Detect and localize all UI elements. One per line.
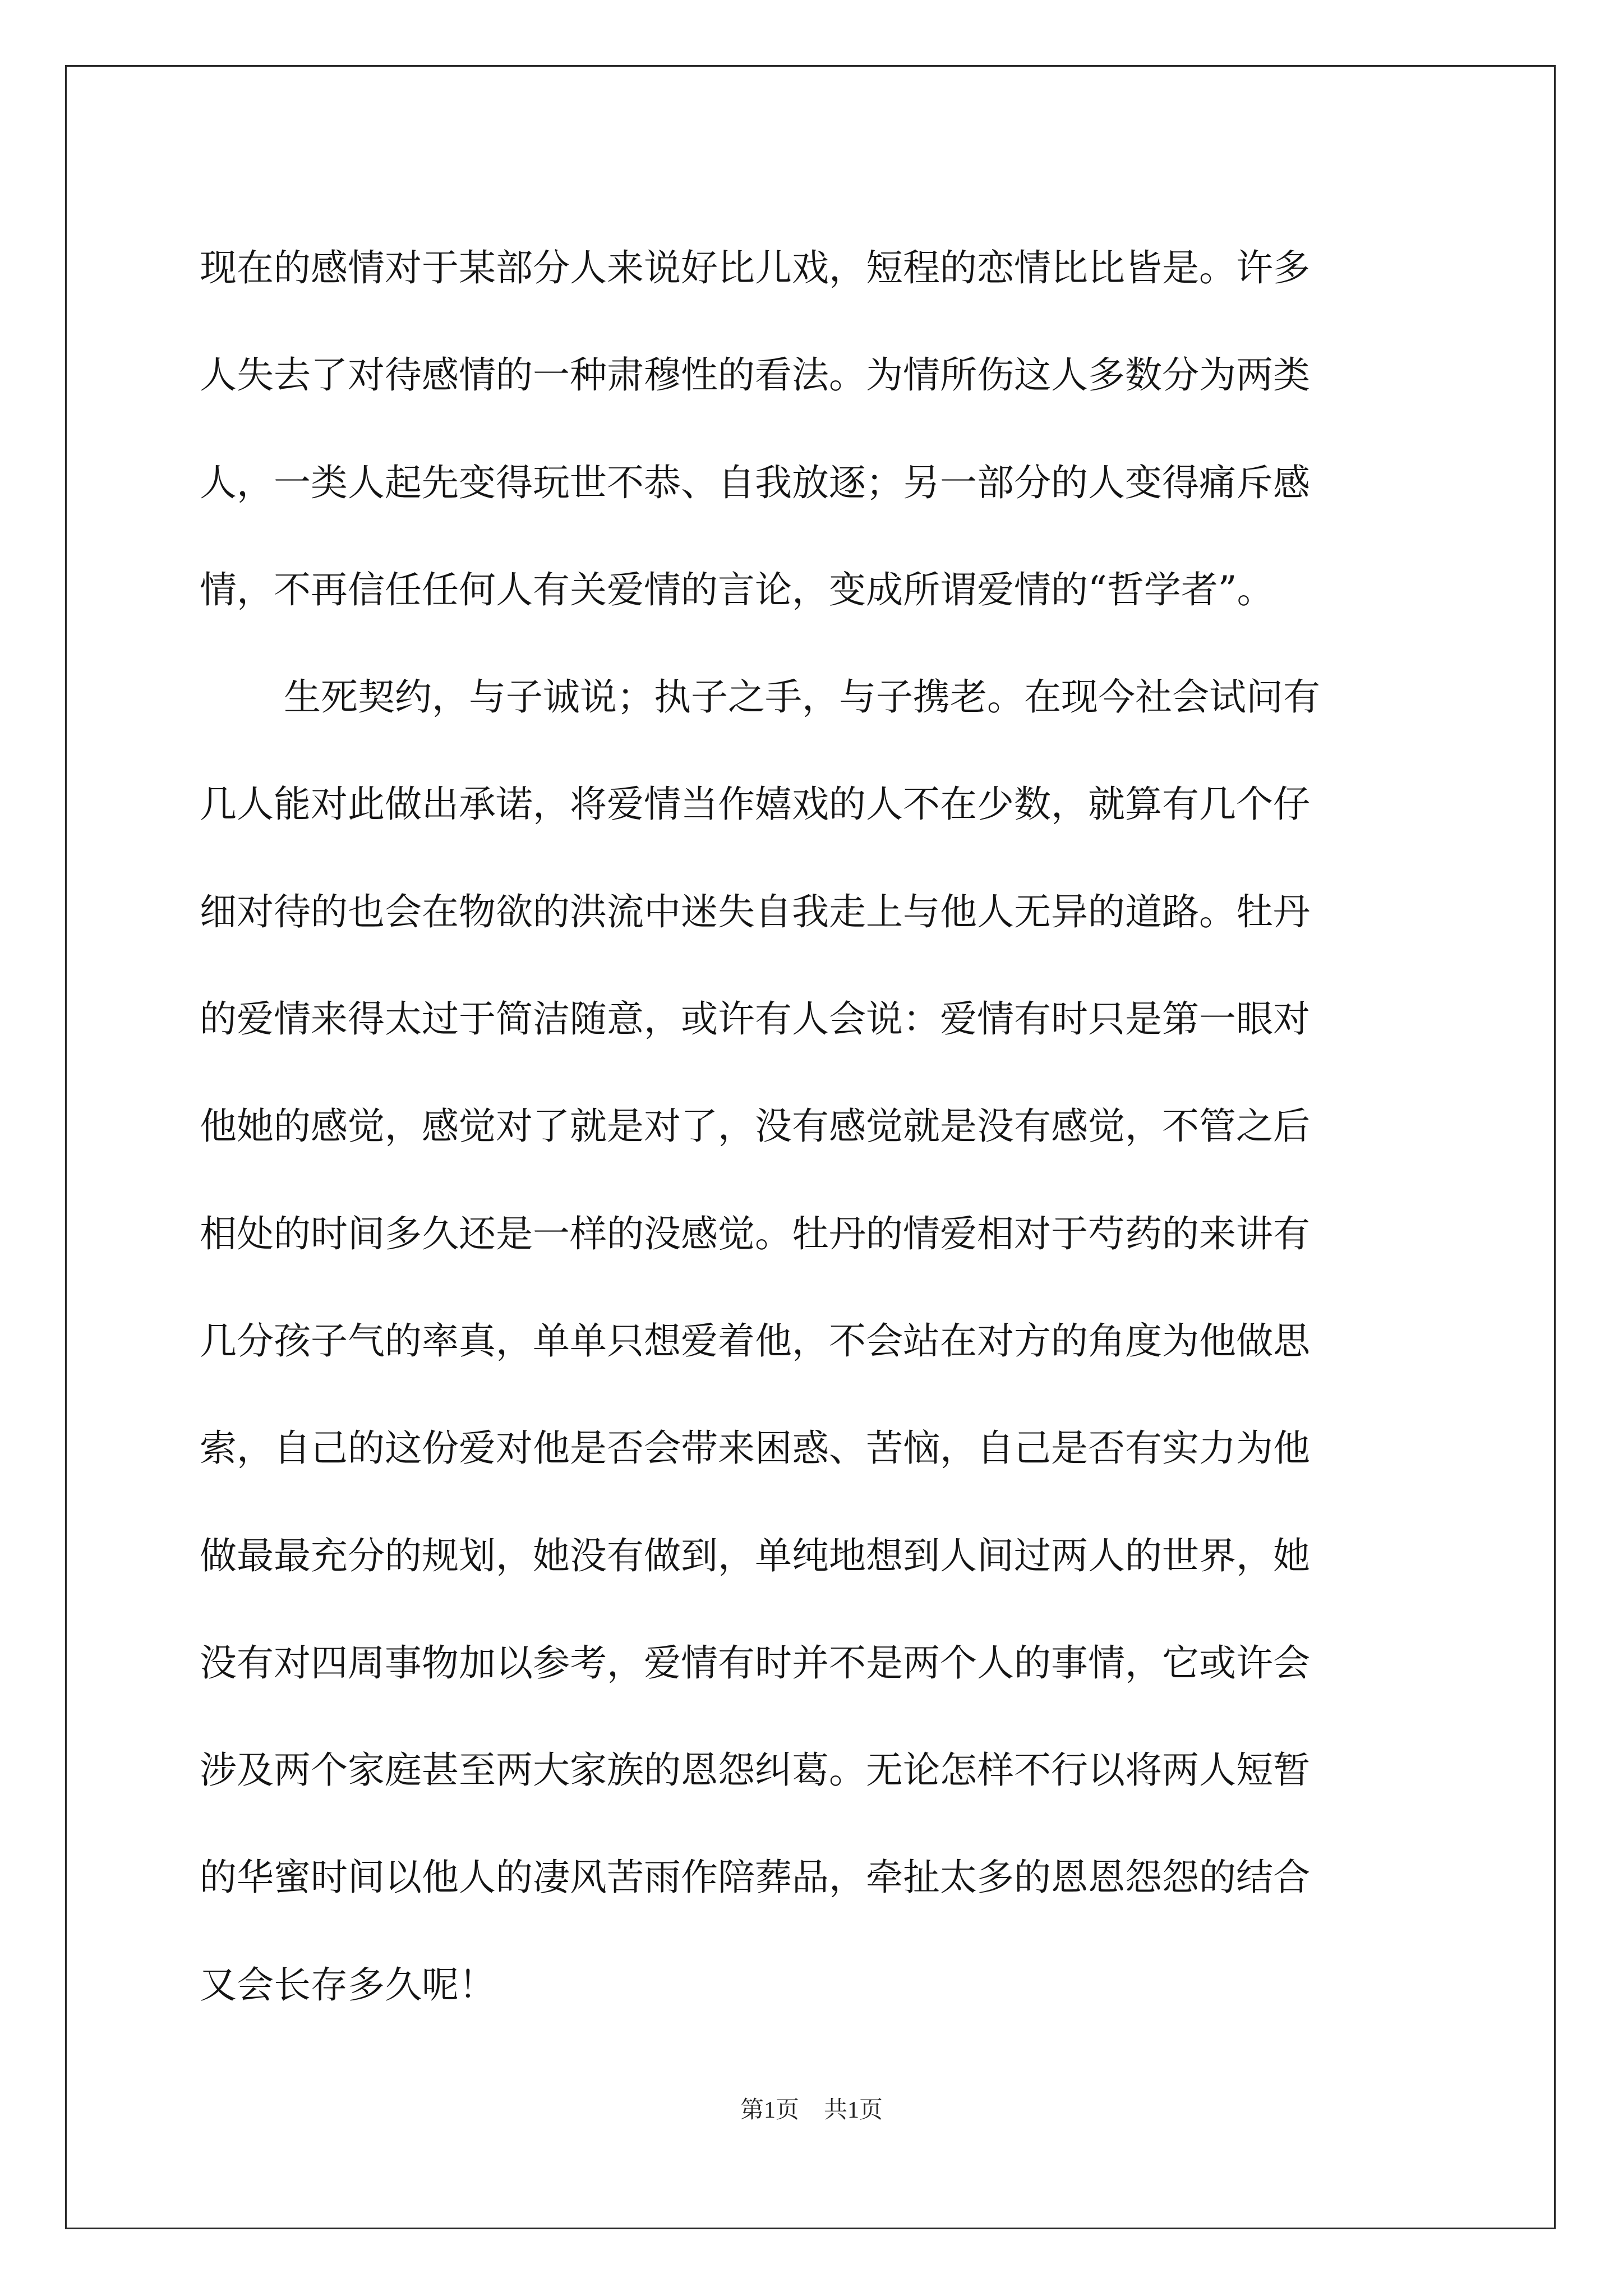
page-total: 共1页 — [824, 2097, 883, 2123]
text-line: 的华蜜时间以他人的凄风苦雨作陪葬品，牵扯太多的恩恩怨怨的结合 — [200, 1856, 1310, 1899]
text-line: 细对待的也会在物欲的洪流中迷失自我走上与他人无异的道路。牡丹 — [200, 890, 1310, 933]
text-line: 的爱情来得太过于简洁随意，或许有人会说：爱情有时只是第一眼对 — [200, 997, 1310, 1041]
text-line: 相处的时间多久还是一样的没感觉。牡丹的情爱相对于芍药的来讲有 — [200, 1212, 1310, 1255]
page-number: 第1页 — [740, 2097, 799, 2123]
text-line: 他她的感觉，感觉对了就是对了，没有感觉就是没有感觉，不管之后 — [200, 1105, 1310, 1148]
text-line: 做最最充分的规划，她没有做到，单纯地想到人间过两人的世界，她 — [200, 1534, 1310, 1577]
paragraph-1 — [200, 214, 1437, 643]
text-line: 涉及两个家庭甚至两大家族的恩怨纠葛。无论怎样不行以将两人短暂 — [200, 1749, 1310, 1792]
text-line: 现在的感情对于某部分人来说好比儿戏，短程的恋情比比皆是。许多 — [200, 246, 1310, 289]
text-line: 没有对四周事物加以参考，爱情有时并不是两个人的事情，它或许会 — [200, 1641, 1310, 1685]
text-line: 几人能对此做出承诺，将爱情当作嬉戏的人不在少数，就算有几个仔 — [200, 783, 1310, 826]
text-line: 人，一类人起先变得玩世不恭、自我放逐；另一部分的人变得痛斥感 — [200, 461, 1310, 504]
document-body — [200, 214, 1437, 2039]
text-line: 生死契约，与子诚说；执子之手，与子携老。在现今社会试问有 — [284, 675, 1320, 719]
text-line: 几分孩子气的率真，单单只想爱着他，不会站在对方的角度为他做思 — [200, 1319, 1310, 1363]
text-line: 又会长存多久呢！ — [200, 1963, 496, 2007]
text-line: 人失去了对待感情的一种肃穆性的看法。为情所伤这人多数分为两类 — [200, 353, 1310, 397]
page-footer — [0, 2096, 1623, 2124]
paragraph-2 — [200, 643, 1437, 2039]
text-line: 索，自己的这份爱对他是否会带来困惑、苦恼，自己是否有实力为他 — [200, 1427, 1310, 1470]
text-line: 情，不再信任任何人有关爱情的言论，变成所谓爱情的“哲学者”。 — [200, 568, 1274, 611]
